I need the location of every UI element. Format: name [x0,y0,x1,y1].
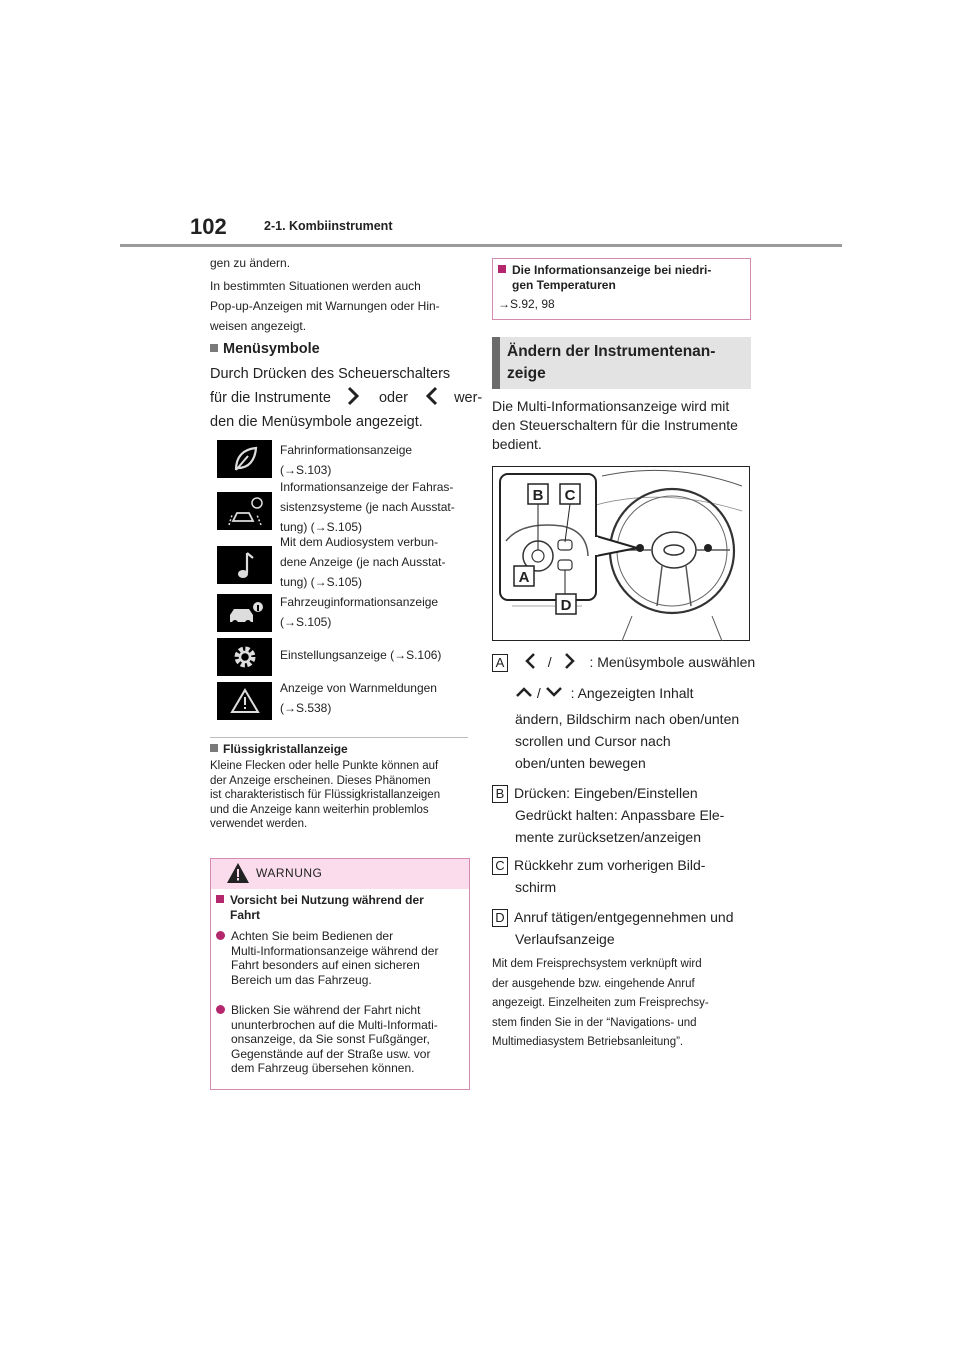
legend-b: B Drücken: Eingeben/Einstellen Gedrückt halten: Anpassbare Ele- mente zurücksetzen/anzeigen [492,782,724,848]
intro-line: weisen angezeigt. [210,319,307,333]
chevron-up-icon [515,685,533,699]
section-title: 2-1. Kombiinstrument [264,219,393,233]
driver-assist-icon [217,492,272,530]
legend-a-2: / : Angezeigten Inhalt [515,684,694,703]
legend-d: D Anruf tätigen/entgegennehmen und Verlaufsanzeige [492,906,734,950]
warning-bullet: Blicken Sie während der Fahrt nicht ununterbrochen auf die Multi-Informati- onsanzeige, da Sie sonst Fußgänger, Gegenstände auf der Straße usw. vor dem Fahrzeug übersehen können. [216,1003,438,1076]
section-heading-bar [492,337,500,389]
label-d: D [492,909,508,927]
square-bullet-icon [216,895,224,903]
chevron-down-icon [545,685,563,699]
square-bullet-icon [498,265,506,273]
menu-text: Durch Drücken des Scheuerschalters [210,366,451,382]
figure-label-a: A [518,569,530,586]
icon-description: Einstellungsanzeige (→S.106) [280,648,442,662]
warning-bullet: Achten Sie beim Bedienen der Multi-Informationsanzeige während der Fahrt besonders auf einen sicheren Bereich um das Fahrzeug. [216,929,438,987]
gear-icon [217,638,272,676]
note-text: Mit dem Freisprechsystem verknüpft wird der ausgehende bzw. eingehende Anruf angezeigt. Einzelheiten zum Freisprechsy- stem finden Sie in der “Navigations- und Multimediasystem Betriebsanleitung”. [492,958,709,1048]
lcd-heading: Flüssigkristallanzeige [210,742,348,756]
label-b: B [492,785,508,803]
legend-a: A / : Menüsymbole auswählen [492,652,755,672]
chevron-left-icon [522,652,540,670]
menu-text: für die Instrumente oder wer- [210,386,470,410]
intro-line: Pop-up-Anzeigen mit Warnungen oder Hin- [210,299,440,313]
header-rule [120,244,842,247]
bullet-dot-icon [216,1005,225,1014]
square-bullet-icon [210,744,218,752]
menu-text: den die Menüsymbole angezeigt. [210,414,423,430]
music-note-icon [217,546,272,584]
intro-line: In bestimmten Situationen werden auch [210,279,421,293]
figure-label-d: D [560,597,572,614]
page-number: 102 [190,214,227,239]
legend-a-text: ändern, Bildschirm nach oben/unten scrollen und Cursor nach oben/unten bewegen [515,711,740,771]
steering-wheel-illustration [492,466,750,641]
leaf-icon [217,440,272,478]
intro-line: gen zu ändern. [210,256,291,270]
section-heading: Ändern der Instrumentenan- zeige [507,343,716,382]
warning-triangle-icon [226,862,250,884]
info-ref: →S.92, 98 [498,297,555,311]
chevron-right-icon [560,652,578,670]
divider [210,737,468,738]
menu-heading: Menüsymbole [210,341,320,357]
figure-label-b: B [532,487,544,504]
icon-description: Fahrinformationsanzeige (→S.103) [280,443,413,477]
icon-description: Fahrzeuginformationsanzeige (→S.105) [280,595,439,629]
info-heading: Die Informationsanzeige bei niedri- gen Temperaturen [498,263,711,292]
figure-label-c: C [564,487,576,504]
lcd-text: Kleine Flecken oder helle Punkte können auf der Anzeige erscheinen. Dieses Phänomen ist charakteristisch für Flüssigkristallanzeigen und die Anzeige kann weiterhin problemlos verwendet werden. [210,760,441,830]
icon-description: Anzeige von Warnmeldungen (→S.538) [280,681,437,715]
square-bullet-icon [210,344,218,352]
bullet-dot-icon [216,931,225,940]
warning-heading: Vorsicht bei Nutzung während der Fahrt [216,893,424,922]
warning-title: WARNUNG [256,866,323,880]
label-c: C [492,857,508,875]
section-intro: Die Multi-Informationsanzeige wird mit den Steuerschaltern für die Instrumente bedient. [492,398,738,452]
chevron-left-icon [422,386,442,406]
chevron-right-icon [343,386,363,406]
label-a: A [492,654,508,672]
warning-triangle-icon [217,682,272,720]
icon-description: Informationsanzeige der Fahras- sistenzsysteme (je nach Ausstat- tung) (→S.105) [280,480,455,534]
icon-description: Mit dem Audiosystem verbun- dene Anzeige (je nach Ausstat- tung) (→S.105) [280,535,446,589]
legend-c: C Rückkehr zum vorherigen Bild- schirm [492,854,705,898]
vehicle-info-icon [217,594,272,632]
